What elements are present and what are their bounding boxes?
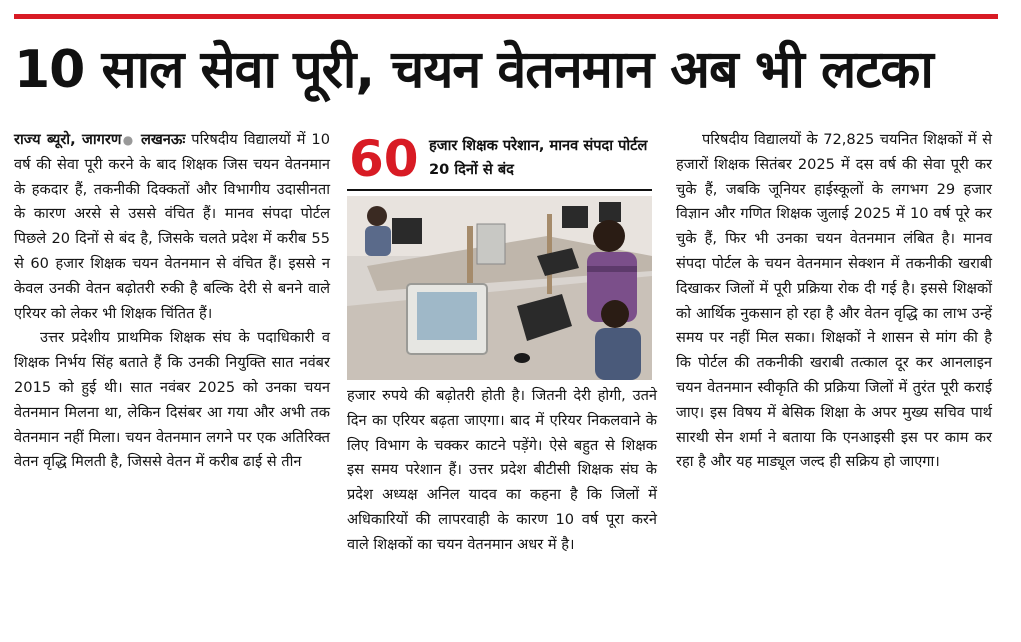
column1-paragraph-2: उत्तर प्रदेशीय प्राथमिक शिक्षक संघ के पदाधिकारी व शिक्षक निर्भय सिंह बताते हैं कि उनकी नियुक्ति सात नवंबर 2015 को हुई थी। सात नवंबर 2025 को उनका चयन वेतनमान मिलना था, लेकिन दिसंबर आ गया और अभी तक वेतनमान नहीं मिला। चयन वेतनमान लगने पर एक अतिरिक्त वेतन वृद्धि मिलती है, जिससे वेतन में करीब ढाई से तीन <box>14 329 330 471</box>
byline: राज्य ब्यूरो, जागरण <box>14 131 122 148</box>
dateline: लखनऊः <box>134 131 186 148</box>
top-red-rule <box>14 14 998 19</box>
headline: 10 साल सेवा पूरी, चयन वेतनमान अब भी लटका <box>14 40 933 100</box>
article-column-3 <box>676 128 992 475</box>
byline-bullet: ● <box>121 133 135 147</box>
column2-paragraph-1: हजार रुपये की बढ़ोतरी होती है। जितनी देरी होगी, उतने दिन का एरियर बढ़ता जाएगा। बाद में एरियर निकलवाने के लिए विभाग के चक्कर काटने पड़ेंगे। ऐसे बहुत से शिक्षक इस समय परेशान हैं। उत्तर प्रदेश बीटीसी शिक्षक संघ के प्रदेश अध्यक्ष अनिल यादव का कहना है कि जिलों में अधिकारियों की लापरवाही के कारण 10 वर्ष पूरा करने वाले शिक्षकों का चयन वेतनमान अधर में है। <box>347 387 657 553</box>
callout-number: 60 <box>349 130 419 188</box>
article-column-2 <box>347 384 657 558</box>
computer-lab-illustration <box>347 196 652 380</box>
column1-paragraph-1-text: परिषदीय विद्यालयों में 10 वर्ष की सेवा पूरी करने के बाद शिक्षक जिस चयन वेतनमान के हकदार हैं, तकनीकी दिक्कतों और विभागीय उदासीनता के कारण अरसे से उससे वंचित हैं। मानव संपदा पोर्टल पिछले 20 दिनों से बंद है, जिसके चलते प्रदेश में करीब 55 से 60 हजार शिक्षक चयन वेतनमान से वंचित हैं। इससे न केवल उनकी वेतन बढ़ोतरी रुकी है बल्कि देरी से बनने वाले एरियर को लेकर भी शिक्षक चिंतित हैं। <box>14 131 330 322</box>
callout-text: हजार शिक्षक परेशान, मानव संपदा पोर्टल 20 दिनों से बंद <box>429 137 648 178</box>
news-photo <box>347 196 652 380</box>
article-column-1 <box>14 128 330 475</box>
callout-box <box>347 128 657 188</box>
callout-rule <box>347 189 652 191</box>
column3-paragraph-1: परिषदीय विद्यालयों के 72,825 चयनित शिक्षकों में से हजारों शिक्षक सितंबर 2025 में दस वर्ष की सेवा पूरी कर चुके हैं, जबकि जूनियर हाईस्कूलों के लगभग 29 हजार विज्ञान और गणित शिक्षक जुलाई 2025 में 10 वर्ष पूरे कर चुके हैं, फिर भी उनका चयन वेतनमान लंबित है। मानव संपदा पोर्टल के चयन वेतनमान सेक्शन में तकनीकी खराबी दिखाकर जिलों में पूरी प्रक्रिया रोक दी गई है। इससे शिक्षकों को आर्थिक नुकसान हो रहा है और वेतन वृद्धि का लाभ उन्हें समय पर नहीं मिल सका। शिक्षकों ने शासन से मांग की है कि पोर्टल की तकनीकी खराबी तत्काल दूर कर आनलाइन चयन वेतनमान स्वीकृति की प्रक्रिया जिलों में तुरंत पूरी कराई जाए। इस विषय में बेसिक शिक्षा के अपर मुख्य सचिव पार्थ सारथी सेन शर्मा ने बताया कि एनआइसी इस पर काम कर रहा है और यह माड्यूल जल्द ही सक्रिय हो जाएगा। <box>676 131 992 471</box>
column1-paragraph-1 <box>14 128 330 326</box>
